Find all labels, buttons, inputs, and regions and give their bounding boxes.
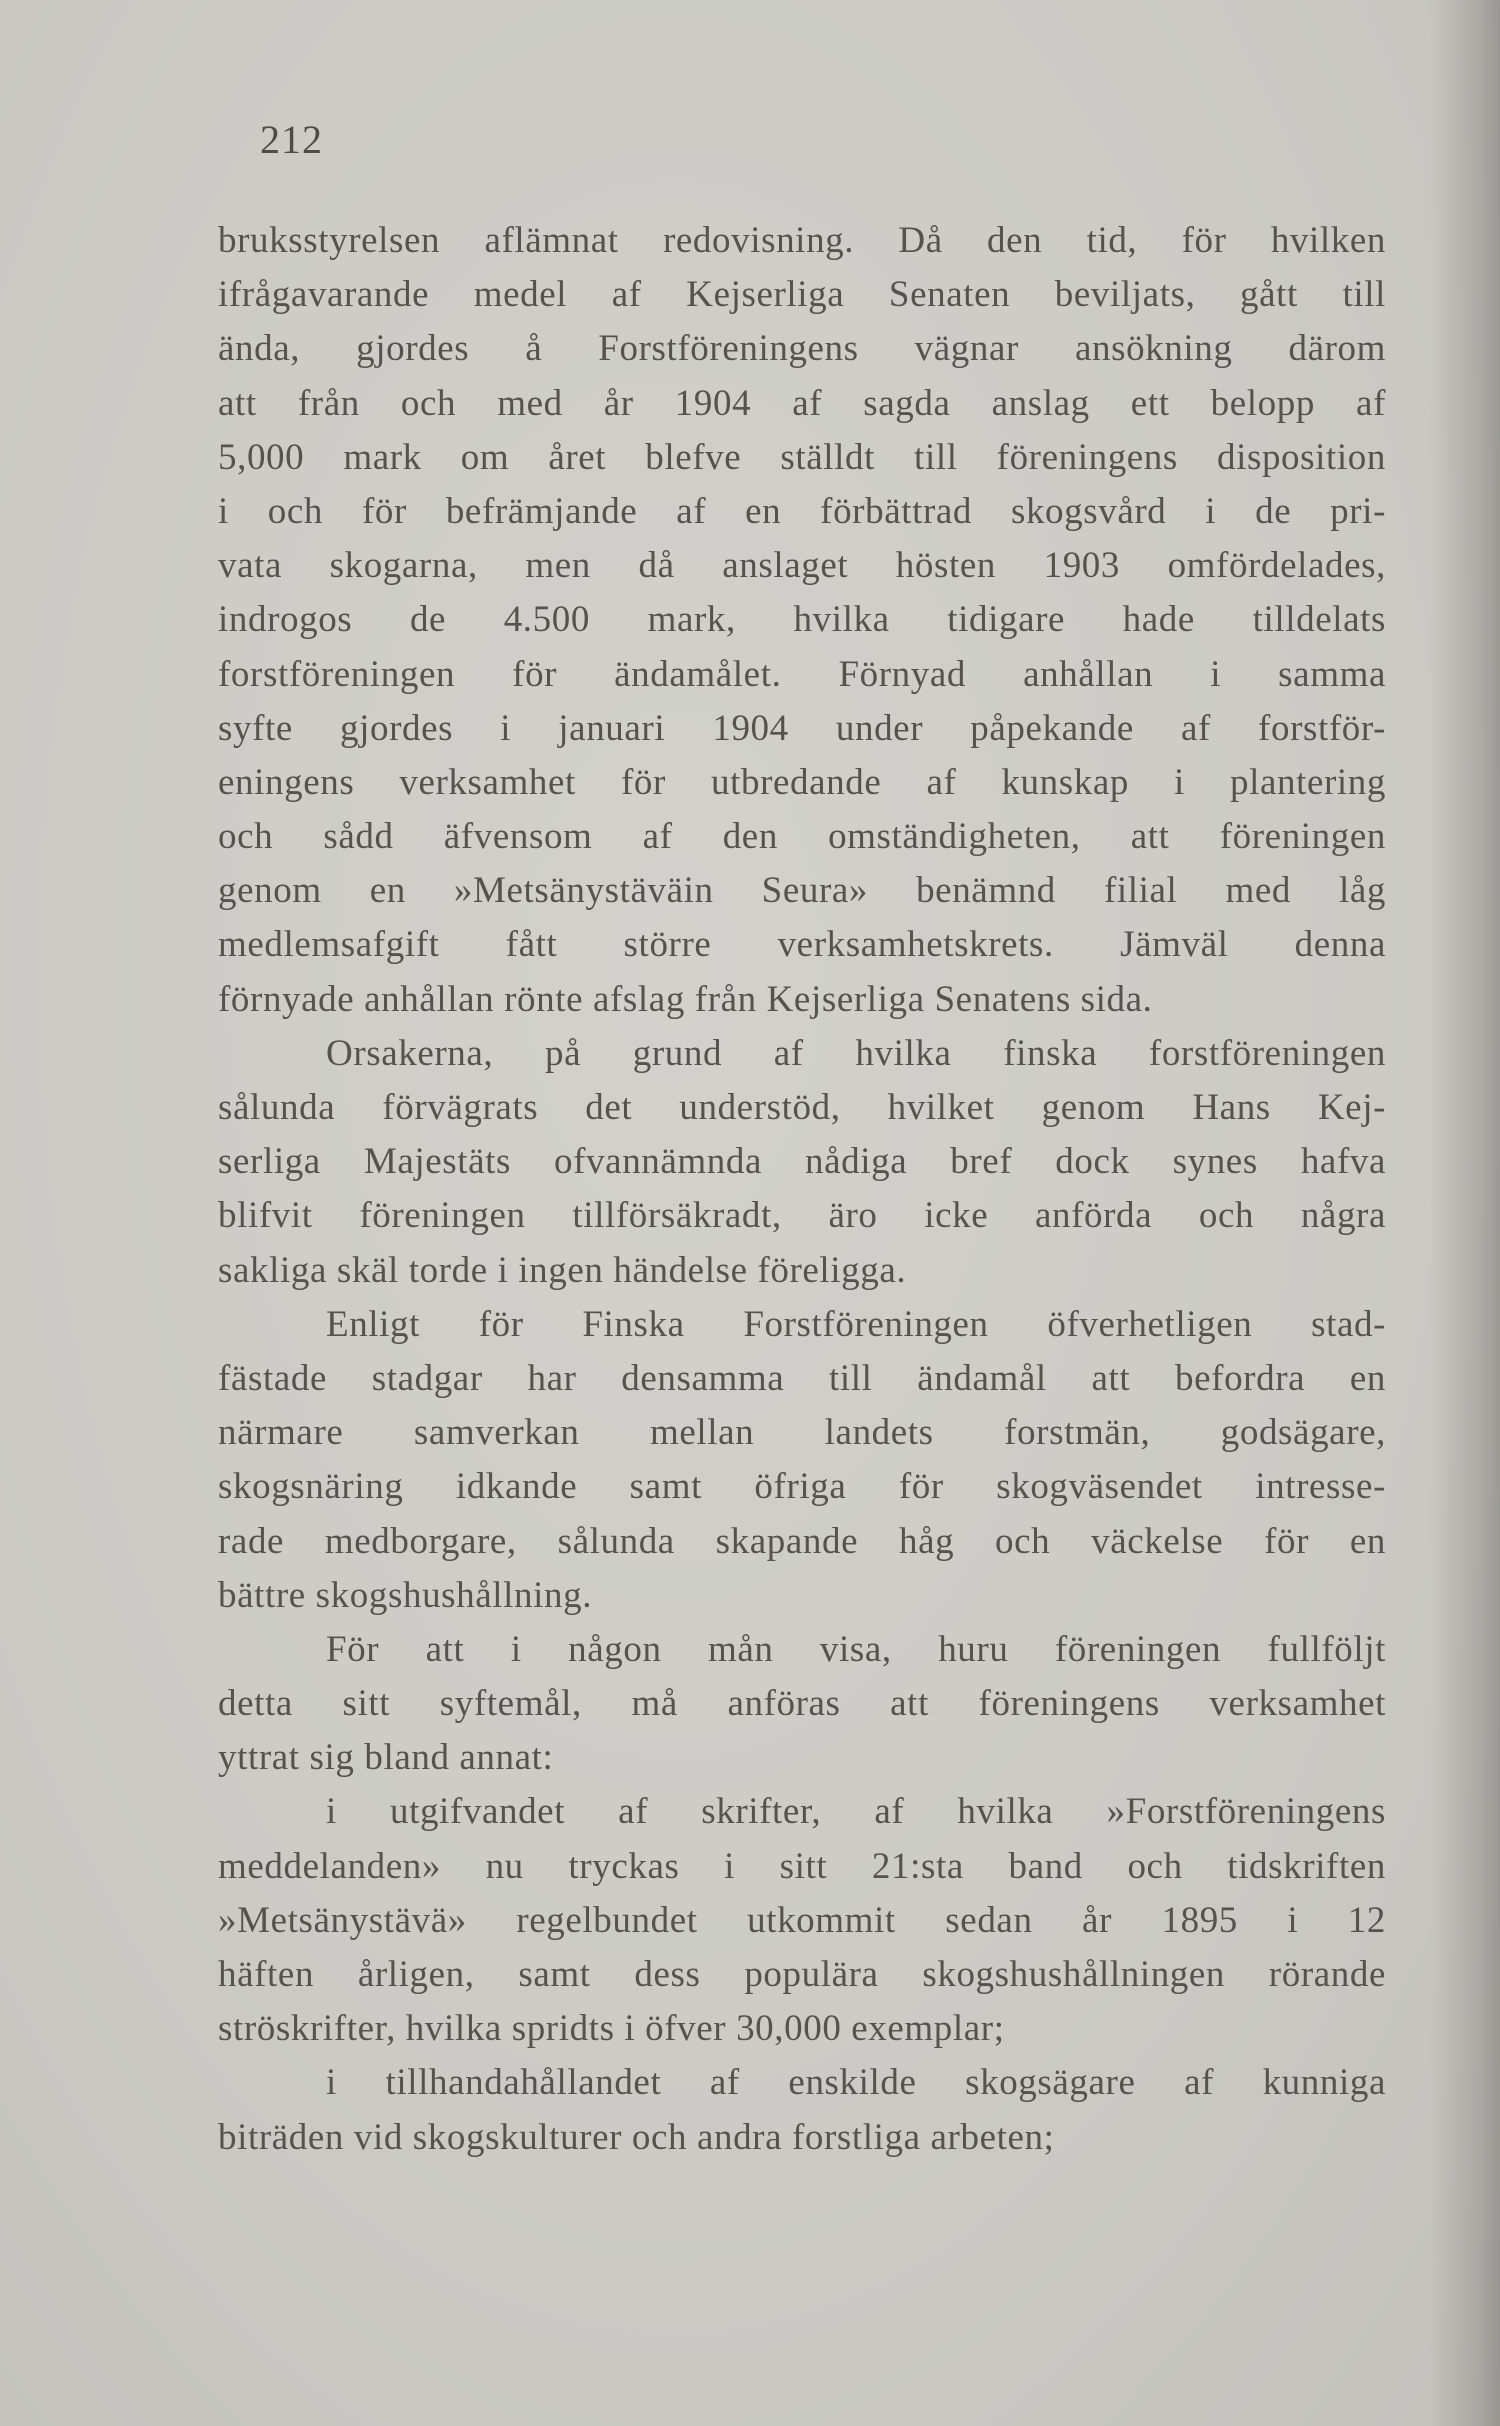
text-line: detta sitt syftemål, må anföras att föreningens verksamhet (218, 1683, 1386, 1725)
text-line: ifrågavarande medel af Kejserliga Senaten beviljats, gått till (218, 274, 1386, 316)
text-line: För att i någon mån visa, huru föreningen fullföljt (326, 1628, 1386, 1670)
text-line: sålunda förvägrats det understöd, hvilket genom Hans Kej- (218, 1087, 1386, 1128)
text-line: ända, gjordes å Forstföreningens vägnar ansökning därom (218, 328, 1386, 370)
text-line: eningens verksamhet för utbredande af kunskap i plantering (218, 761, 1386, 803)
text-line: i tillhandahållandet af enskilde skogsägare af kunniga (326, 2062, 1386, 2104)
text-line: häften årligen, samt dess populära skogshushållningen rörande (218, 1954, 1386, 1995)
page-edge-shadow (1430, 0, 1500, 2426)
text-line: sakliga skäl torde i ingen händelse föreligga. (218, 1249, 907, 1291)
text-line: i utgifvandet af skrifter, af hvilka »Forstföreningens (326, 1791, 1386, 1833)
text-line: blifvit föreningen tillförsäkradt, äro icke anförda och några (218, 1195, 1386, 1237)
text-line: indrogos de 4.500 mark, hvilka tidigare hade tilldelats (218, 599, 1386, 641)
text-line: bruksstyrelsen aflämnat redovisning. Då den tid, för hvilken (218, 220, 1386, 261)
text-line: rade medborgare, sålunda skapande håg och väckelse för en (218, 1520, 1386, 1562)
text-line: »Metsänystävä» regelbundet utkommit sedan år 1895 i 12 (218, 1899, 1386, 1941)
text-line: närmare samverkan mellan landets forstmän, godsägare, (218, 1412, 1386, 1454)
text-line: ströskrifter, hvilka spridts i öfver 30,000 exemplar; (218, 2008, 1005, 2050)
text-line: Enligt för Finska Forstföreningen öfverhetligen stad- (326, 1303, 1386, 1345)
text-line: och sådd äfvensom af den omständigheten, att föreningen (218, 816, 1386, 858)
text-line: att från och med år 1904 af sagda anslag ett belopp af (218, 382, 1386, 424)
text-line: bättre skogshushållning. (218, 1574, 593, 1616)
text-line: 5,000 mark om året blefve ställdt till föreningens disposition (218, 436, 1386, 478)
text-line: i och för befrämjande af en förbättrad skogsvård i de pri- (218, 490, 1386, 532)
text-line: genom en »Metsänystäväin Seura» benämnd filial med låg (218, 870, 1386, 912)
text-line: fästade stadgar har densamma till ändamål att befordra en (218, 1357, 1386, 1399)
text-line: medlemsafgift fått större verksamhetskrets. Jämväl denna (218, 924, 1386, 966)
text-line: förnyade anhållan rönte afslag från Kejserliga Senatens sida. (218, 978, 1153, 1020)
text-line: forstföreningen för ändamålet. Förnyad anhållan i samma (218, 653, 1386, 695)
body-text (218, 214, 1386, 2165)
text-line: vata skogarna, men då anslaget hösten 1903 omfördelades, (218, 545, 1386, 587)
text-line: biträden vid skogskulturer och andra forstliga arbeten; (218, 2116, 1055, 2158)
page-number: 212 (260, 117, 323, 162)
text-line: syfte gjordes i januari 1904 under påpekande af forstför- (218, 707, 1386, 749)
text-line: skogsnäring idkande samt öfriga för skogväsendet intresse- (218, 1466, 1386, 1508)
text-line: meddelanden» nu tryckas i sitt 21:sta band och tidskriften (218, 1845, 1386, 1887)
text-line: yttrat sig bland annat: (218, 1737, 554, 1779)
text-line: serliga Majestäts ofvannämnda nådiga bref dock synes hafva (218, 1141, 1386, 1183)
text-line: Orsakerna, på grund af hvilka finska forstföreningen (326, 1032, 1386, 1074)
